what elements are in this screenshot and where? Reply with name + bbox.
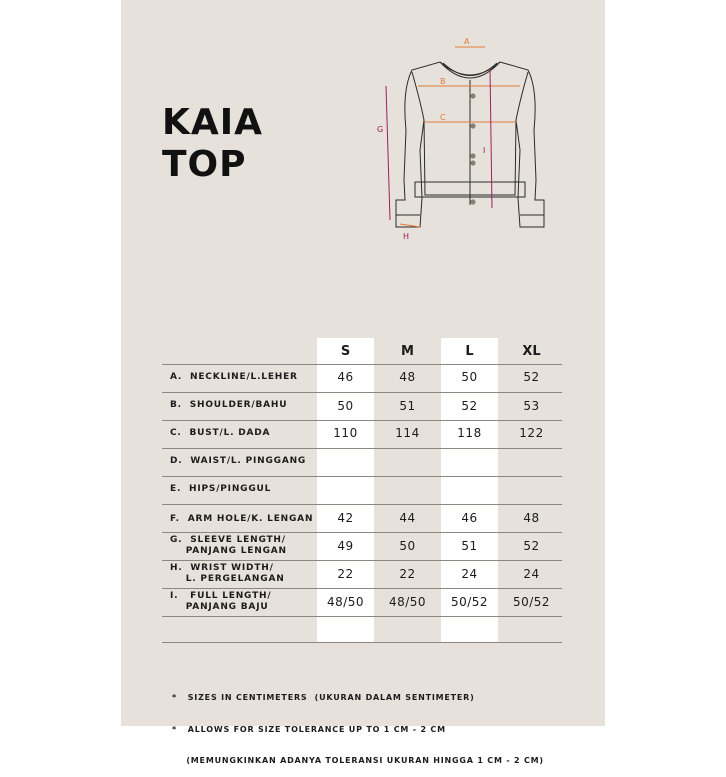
cell-bust-m: 114 bbox=[395, 426, 420, 440]
size-header-m: M bbox=[401, 344, 414, 359]
row-label-wrist-width: H. WRIST WIDTH/ L. PERGELANGAN bbox=[170, 563, 285, 584]
row-divider bbox=[162, 392, 562, 393]
cell-neckline-s: 46 bbox=[337, 370, 354, 384]
cell-neckline-l: 50 bbox=[461, 370, 478, 384]
cell-shoulder-xl: 53 bbox=[523, 399, 540, 413]
label-i: I bbox=[483, 146, 486, 155]
row-label-full-length: I. FULL LENGTH/ PANJANG BAJU bbox=[170, 591, 272, 612]
note-line: * ALLOWS FOR SIZE TOLERANCE UP TO 1 CM - 2 CM bbox=[172, 724, 446, 734]
cell-arm-hole-s: 42 bbox=[337, 511, 354, 525]
note-line: (MEMUNGKINKAN ADANYA TOLERANSI UKURAN HINGGA 1 CM - 2 CM) bbox=[172, 756, 544, 765]
row-label-hips: E. HIPS/PINGGUL bbox=[170, 484, 272, 494]
row-divider bbox=[162, 532, 562, 533]
row-label-bust: C. BUST/L. DADA bbox=[170, 428, 271, 438]
cell-sleeve-length-s: 49 bbox=[337, 539, 354, 553]
cell-neckline-xl: 52 bbox=[523, 370, 540, 384]
row-divider bbox=[162, 504, 562, 505]
product-title bbox=[162, 102, 263, 186]
cell-shoulder-m: 51 bbox=[399, 399, 416, 413]
row-divider bbox=[162, 616, 562, 617]
cell-wrist-width-xl: 24 bbox=[523, 567, 540, 581]
row-label-shoulder: B. SHOULDER/BAHU bbox=[170, 400, 288, 410]
label-c: C bbox=[440, 113, 446, 122]
cell-sleeve-length-m: 50 bbox=[399, 539, 416, 553]
cell-bust-l: 118 bbox=[457, 426, 482, 440]
row-divider bbox=[162, 476, 562, 477]
cell-wrist-width-m: 22 bbox=[399, 567, 416, 581]
cell-bust-s: 110 bbox=[333, 426, 358, 440]
jacket-outline bbox=[396, 62, 544, 227]
size-header-s: S bbox=[340, 344, 351, 359]
size-notes bbox=[172, 672, 544, 777]
jacket-measurement-diagram bbox=[370, 30, 560, 250]
label-h: H bbox=[403, 232, 410, 241]
cell-sleeve-length-l: 51 bbox=[461, 539, 478, 553]
row-label-waist: D. WAIST/L. PINGGANG bbox=[170, 456, 307, 466]
size-header-l: L bbox=[465, 344, 474, 359]
label-g: G bbox=[377, 125, 384, 134]
cell-arm-hole-l: 46 bbox=[461, 511, 478, 525]
cell-shoulder-l: 52 bbox=[461, 399, 478, 413]
note-line: * SIZES IN CENTIMETERS (UKURAN DALAM SENTIMETER) bbox=[172, 693, 475, 702]
cell-full-length-m: 48/50 bbox=[388, 595, 427, 609]
row-label-arm-hole: F. ARM HOLE/K. LENGAN bbox=[170, 514, 314, 524]
row-divider bbox=[162, 364, 562, 365]
title-line-1: KAIA bbox=[162, 102, 264, 143]
cell-neckline-m: 48 bbox=[399, 370, 416, 384]
row-label-neckline: A. NECKLINE/L.LEHER bbox=[170, 372, 298, 382]
cell-bust-xl: 122 bbox=[519, 426, 544, 440]
label-a: A bbox=[464, 37, 470, 46]
row-divider bbox=[162, 588, 562, 589]
row-divider bbox=[162, 420, 562, 421]
cell-full-length-xl: 50/52 bbox=[512, 595, 551, 609]
cell-sleeve-length-xl: 52 bbox=[523, 539, 540, 553]
cell-wrist-width-s: 22 bbox=[337, 567, 354, 581]
title-line-2: TOP bbox=[162, 144, 247, 185]
jacket-buttons bbox=[470, 93, 475, 204]
label-b: B bbox=[440, 77, 446, 86]
cell-shoulder-s: 50 bbox=[337, 399, 354, 413]
row-divider bbox=[162, 642, 562, 643]
cell-full-length-s: 48/50 bbox=[326, 595, 365, 609]
cell-arm-hole-xl: 48 bbox=[523, 511, 540, 525]
size-header-xl: XL bbox=[522, 344, 541, 359]
cell-full-length-l: 50/52 bbox=[450, 595, 489, 609]
row-label-sleeve-length: G. SLEEVE LENGTH/ PANJANG LENGAN bbox=[170, 535, 287, 556]
cell-wrist-width-l: 24 bbox=[461, 567, 478, 581]
row-divider bbox=[162, 560, 562, 561]
row-divider bbox=[162, 448, 562, 449]
cell-arm-hole-m: 44 bbox=[399, 511, 416, 525]
